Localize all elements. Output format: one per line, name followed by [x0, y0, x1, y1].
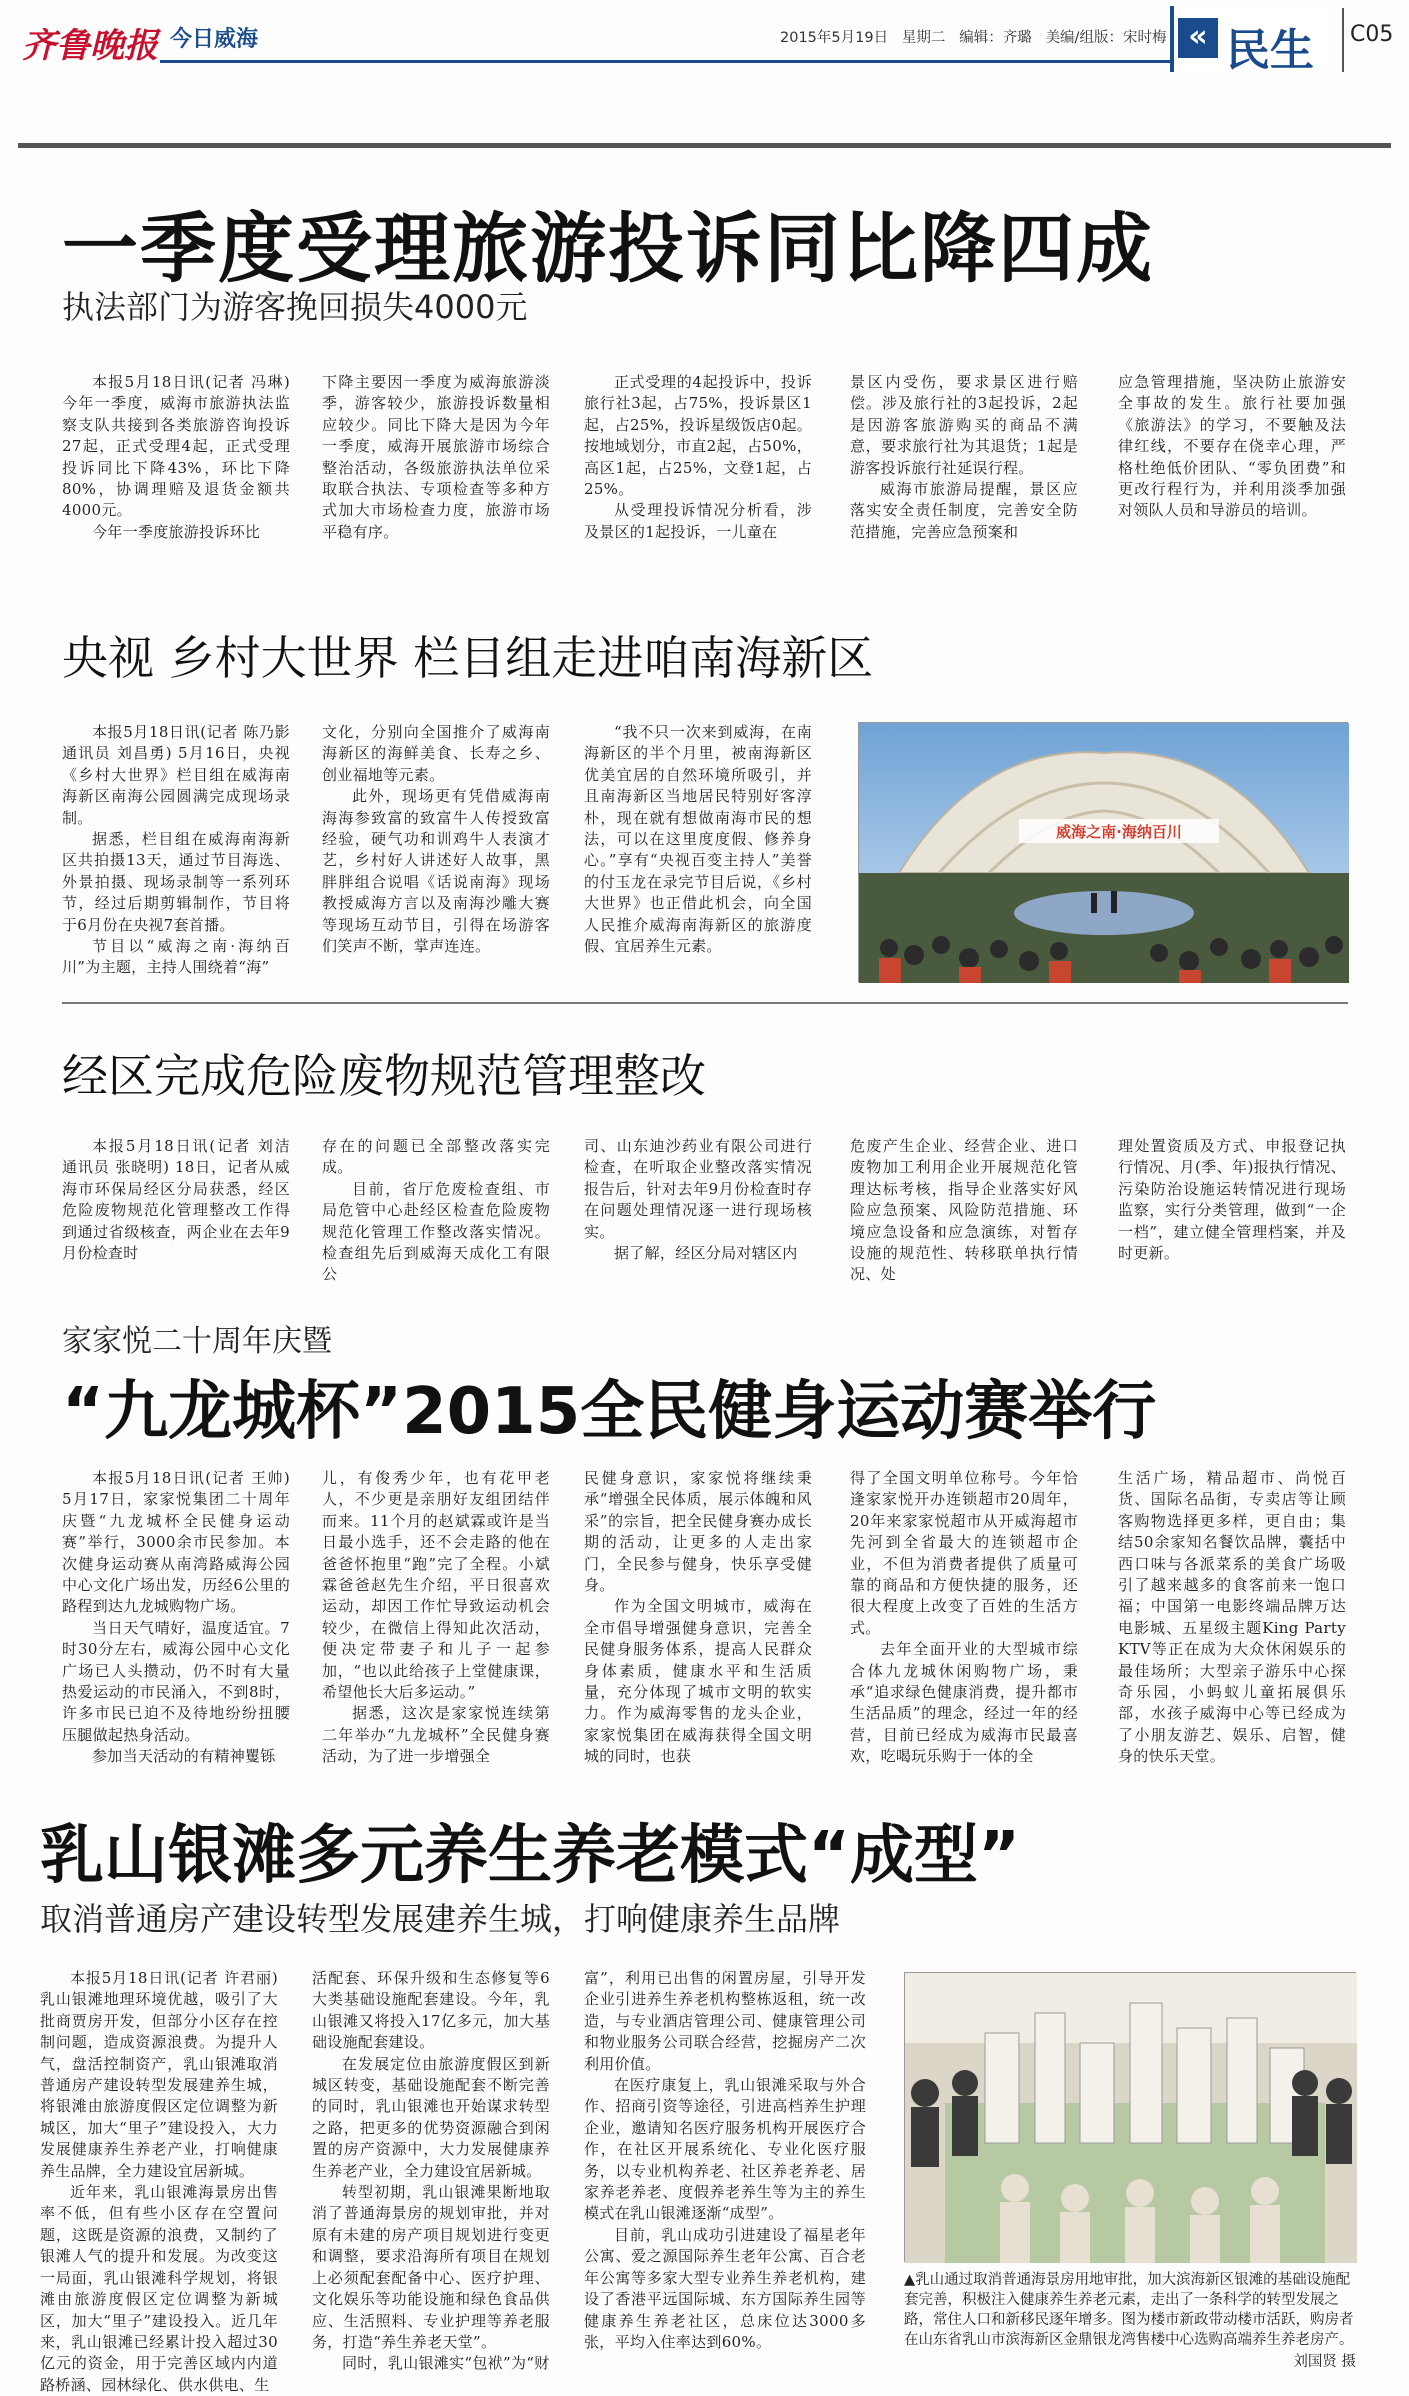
article1-col3: 正式受理的4起投诉中，投诉旅行社3起，占75%，投诉景区1起，占25%，投诉星级饭店0起。按地域划分，市直2起，占50%，高区1起，占25%，文登1起，占25%。 从受理投诉情况分析看，涉及景区的1起投诉，一儿童在	[584, 373, 812, 541]
edition-name: 今日威海	[170, 27, 259, 52]
issue-weekday: 星期二	[901, 30, 946, 46]
article4-col5: 生活广场，精品超市、尚悦百货、国际名品街，专卖店等让顾客购物选择更多样，更自由；集结50余家知名餐饮品牌，囊括中西口味与各派菜系的美食广场吸引了越来越多的食客前来一饱口福；中国第一电影终端品牌万达电影城、五星级主题King Party KTV等正在成为大众休闲娱乐的最佳场所；大型亲子游乐中心探奇乐园，小蚂蚁儿童拓展俱乐部，水孩子威海中心等已经成为了小朋友游艺、娱乐、启智，健身的快乐天堂。	[1118, 1469, 1346, 1766]
newspaper-logo: 齐鲁晚报	[22, 26, 158, 66]
article1-subheadline: 执法部门为游客挽回损失4000元	[62, 288, 528, 326]
article2-headline: 央视 乡村大世界 栏目组走进咱南海新区	[62, 631, 874, 685]
photo-credit: 刘国贤 摄	[1293, 2354, 1356, 2370]
article5-subheadline: 取消普通房产建设转型发展建养生城，打响健康养生品牌	[40, 1900, 841, 1938]
sales-center-illustration	[905, 1973, 1357, 2263]
article3-col2: 存在的问题已全部整改落实完成。 目前，省厅危废检查组、市局危管中心赴经区检查危险废物规范化管理工作整改落实情况。检查组先后到威海天成化工有限公	[322, 1137, 550, 1284]
article5-col3: 富”，利用已出售的闲置房屋，引导开发企业引进养生养老机构整栋返租，统一改造，与专业酒店管理公司、健康管理公司和物业服务公司联合经营，挖掘房产二次利用价值。 在医疗康复上，乳山银滩采取与外合作、招商引资等途径，引进高档养生护理企业，邀请知名医疗服务机构开展医疗合作，在社区开展系统化、专业化医疗服务，以专业机构养老、社区养老养老、居家养老养老、度假养老养生等为主的养生模式在乳山银滩逐渐“成型”。 目前，乳山成功引进建设了福星老年公寓、爱之源国际养生老年公寓、百合老年公寓等多家大型专业养生养老机构，建设了香港平远国际城、东方国际养生园等健康养生养老社区，总床位达3000多张，平均入住率达到60%。	[584, 1969, 866, 2351]
article3-headline: 经区完成危险废物规范管理整改	[62, 1049, 706, 1103]
page-header	[0, 0, 1409, 80]
article1-headline: 一季度受理旅游投诉同比降四成	[62, 204, 1154, 293]
article3-col4: 危废产生企业、经营企业、进口废物加工利用企业开展规范化管理达标考核，指导企业落实好风险应急预案、风险防范措施、环境应急设备和应急演练，对暂存设施的规范性、转移联单执行情况、处	[850, 1137, 1078, 1284]
stage-banner-text: 威海之南·海纳百川	[1056, 823, 1182, 841]
article4-col3: 民健身意识，家家悦将继续秉承“增强全民体质，展示体魄和风采”的宗旨，把全民健身赛办成长期的活动，让更多的人走出家门，全民参与健身，快乐享受健身。 作为全国文明城市，威海在全市倡导增强健身意识，完善全民健身服务体系，提高人民群众身体素质，健康水平和生活质量，充分体现了城市文明的软实力。作为威海零售的龙头企业，家家悦集团在威海获得全国文明城的同时，也获	[584, 1469, 812, 1766]
issue-info	[780, 26, 1166, 47]
article3-col1: 本报5月18日讯(记者 刘洁 通讯员 张晓明) 18日，记者从威海市环保局经区分局获悉，经区危险废物规范化管理整改工作得到通过省级核查，两企业在去年9月份检查时	[62, 1137, 290, 1263]
article1-col1: 本报5月18日讯(记者 冯琳) 今年一季度，威海市旅游执法监察支队共接到各类旅游咨询投诉27起，正式受理4起，正式受理投诉同比下降43%，环比下降80%，协调理赔及退货金额共4000元。 今年一季度旅游投诉环比	[62, 373, 290, 541]
divider	[62, 1002, 1348, 1004]
caption-text: ▲乳山通过取消普通海景房用地审批，加大滨海新区银滩的基础设施配套完善，积极注入健康养生养老元素，走出了一条科学的转型发展之路，常住人口和新移民逐年增多。图为楼市新政带动楼市活跃，购房者在山东省乳山市滨海新区金鼎银龙湾售楼中心选购高端养生养老房产。	[904, 2272, 1354, 2348]
article4-col4: 得了全国文明单位称号。今年恰逢家家悦开办连锁超市20周年，20年来家家悦超市从开威海超市先河到全省最大的连锁超市企业，不但为消费者提供了质量可靠的商品和方便快捷的服务，还很大程度上改变了百姓的生活方式。 去年全面开业的大型城市综合体九龙城休闲购物广场，秉承“追求绿色健康消费，提升都市生活品质”的理念，经过一年的经营，目前已经成为威海市民最喜欢，吃喝玩乐购于一体的全	[850, 1469, 1078, 1766]
article2-col2: 文化，分别向全国推介了威海南海新区的海鲜美食、长寿之乡、创业福地等元素。 此外，现场更有凭借威海南海海参致富的致富牛人传授致富经验，硬气功和训鸡牛人表演才艺，乡村好人讲述好人故事，黑胖胖组合说唱《话说南海》现场教授威海方言以及南海沙雕大赛等现场互动节目，引得在场游客们笑声不断，掌声连连。	[322, 723, 550, 956]
article4-kicker: 家家悦二十周年庆暨	[62, 1324, 332, 1359]
sales-center-photo	[904, 1972, 1356, 2262]
editor-credit: 编辑：齐璐	[959, 30, 1032, 46]
header-rule	[160, 60, 1170, 63]
tv-recording-photo	[858, 722, 1348, 982]
page-number: C05	[1350, 22, 1394, 47]
article2-col1: 本报5月18日讯(记者 陈乃影 通讯员 刘昌勇) 5月16日，央视《乡村大世界》栏目组在威海南海新区南海公园圆满完成现场录制。 据悉，栏目组在威海南海新区共拍摄13天，通过节目海选、外景拍摄、现场录制等一系列环节，经过后期剪辑制作，节目将于6月份在央视7套首播。 节目以“威海之南·海纳百川”为主题，主持人围绕着“海”	[62, 723, 290, 977]
designer-credit: 美编/组版：宋时梅	[1045, 30, 1167, 46]
article1-col2: 下降主要因一季度为威海旅游淡季，游客较少，旅游投诉数量相应较少。同比下降大是因为今年一季度，威海开展旅游市场综合整治活动，各级旅游执法单位采取联合执法、专项检查等多种方式加大市场检查力度，旅游市场平稳有序。	[322, 373, 550, 541]
section-chevron-icon: «	[1178, 18, 1218, 58]
tv-recording-illustration	[859, 723, 1349, 983]
issue-date: 2015年5月19日	[780, 30, 889, 46]
article2-col3: “我不只一次来到威海，在南海新区的半个月里，被南海新区优美宜居的自然环境所吸引，并且南海新区当地居民特别好客淳朴，现在就有想做南海市民的想法，可以在这里度度假、修养身心。”享有“央视百变主持人”美誉的付玉龙在录完节目后说，《乡村大世界》也正借此机会，向全国人民推介威海南海新区的旅游度假、宜居养生元素。	[584, 723, 812, 956]
header-bottom-rule	[18, 143, 1391, 148]
header-divider	[1342, 8, 1344, 72]
article1-col5: 应急管理措施，坚决防止旅游安全事故的发生。旅行社要加强《旅游法》的学习，不要触及法律红线，不要存在侥幸心理，严格杜绝低价团队、“零负团费”和更改行程行为，并利用淡季加强对领队人员和导游员的培训。	[1118, 373, 1346, 520]
article1-col4: 景区内受伤，要求景区进行赔偿。涉及旅行社的3起投诉，2起是因游客旅游购买的商品不满意，要求旅行社为其退货；1起是游客投诉旅行社延误行程。 威海市旅游局提醒，景区应落实安全责任制度，完善安全防范措施，完善应急预案和	[850, 373, 1078, 541]
article5-headline: 乳山银滩多元养生养老模式“成型”	[40, 1819, 1021, 1893]
article4-headline: “九龙城杯”2015全民健身运动赛举行	[62, 1375, 1157, 1449]
article3-col5: 理处置资质及方式、申报登记执行情况、月(季、年)报执行情况、污染防治设施运转情况进行现场监察，实行分类管理，做到“一企一档”，建立健全管理档案，并及时更新。	[1118, 1137, 1346, 1263]
article5-col1: 本报5月18日讯(记者 许君丽) 乳山银滩地理环境优越，吸引了大批商贾房开发，但部分小区存在控制问题，造成资源浪费。为提升人气，盘活控制资产，乳山银滩取消普通房产建设转型发展建养生城，将银滩由旅游度假区定位调整为新城区，加大“里子”建设投入，大力发展健康养生养老产业，打响健康养生品牌，全力建设宜居新城。 近年来，乳山银滩海景房出售率不低，但有些小区存在空置问题，这既是资源的浪费，又制约了银滩人气的提升和发展。为改变这一局面，乳山银滩科学规划，将银滩由旅游度假区定位调整为新城区，加大“里子”建设投入。近几年来，乳山银滩已经累计投入超过30亿元的资金，用于完善区域内内道路桥涵、园林绿化、供水供电、生	[40, 1969, 278, 2394]
photo-caption	[904, 2270, 1356, 2372]
article3-col3: 司、山东迪沙药业有限公司进行检查，在听取企业整改落实情况报告后，针对去年9月份检查时存在问题处理情况逐一进行现场核实。 据了解，经区分局对辖区内	[584, 1137, 812, 1263]
article4-col2: 儿，有俊秀少年，也有花甲老人，不少更是亲朋好友组团结伴而来。11个月的赵斌霖或许是当日最小选手，还不会走路的他在爸爸怀抱里“跑”完了全程。小斌霖爸爸赵先生介绍，平日很喜欢运动，却因工作忙导致运动机会较少，在微信上得知此次活动，便决定带妻子和儿子一起参加，“也以此给孩子上堂健康课，希望他长大后多运动。” 据悉，这次是家家悦连续第二年举办“九龙城杯”全民健身赛活动，为了进一步增强全	[322, 1469, 550, 1766]
article5-col2: 活配套、环保升级和生态修复等6大类基础设施配套建设。今年，乳山银滩又将投入17亿多元，加大基础设施配套建设。 在发展定位由旅游度假区到新城区转变，基础设施配套不断完善的同时，乳山银滩也开始谋求转型之路，把更多的优势资源融合到闲置的房产资源中，大力发展健康养生养老产业，全力建设宜居新城。 转型初期，乳山银滩果断地取消了普通海景房的规划审批，并对原有未建的房产项目规划进行变更和调整，要求沿海所有项目在规划上必须配套配备中心、医疗护理、文化娱乐等功能设施和绿色食品供应、生活照料、专业护理等养老服务，打造“养生养老天堂”。 同时，乳山银滩实“包袱”为“财	[312, 1969, 550, 2373]
article4-col1: 本报5月18日讯(记者 王帅) 5月17日，家家悦集团二十周年庆暨“九龙城杯全民健身运动赛”举行，3000余市民参加。本次健身运动赛从南湾路威海公园中心文化广场出发，历经6公里的路程到达九龙城购物广场。 当日天气晴好，温度适宜。7时30分左右，威海公园中心文化广场已人头攒动，仍不时有大量热爱运动的市民涌入，不到8时，许多市民已迫不及待地纷纷扭腰压腿做起热身活动。 参加当天活动的有精神矍铄	[62, 1469, 290, 1766]
section-name: 民生	[1226, 25, 1314, 76]
